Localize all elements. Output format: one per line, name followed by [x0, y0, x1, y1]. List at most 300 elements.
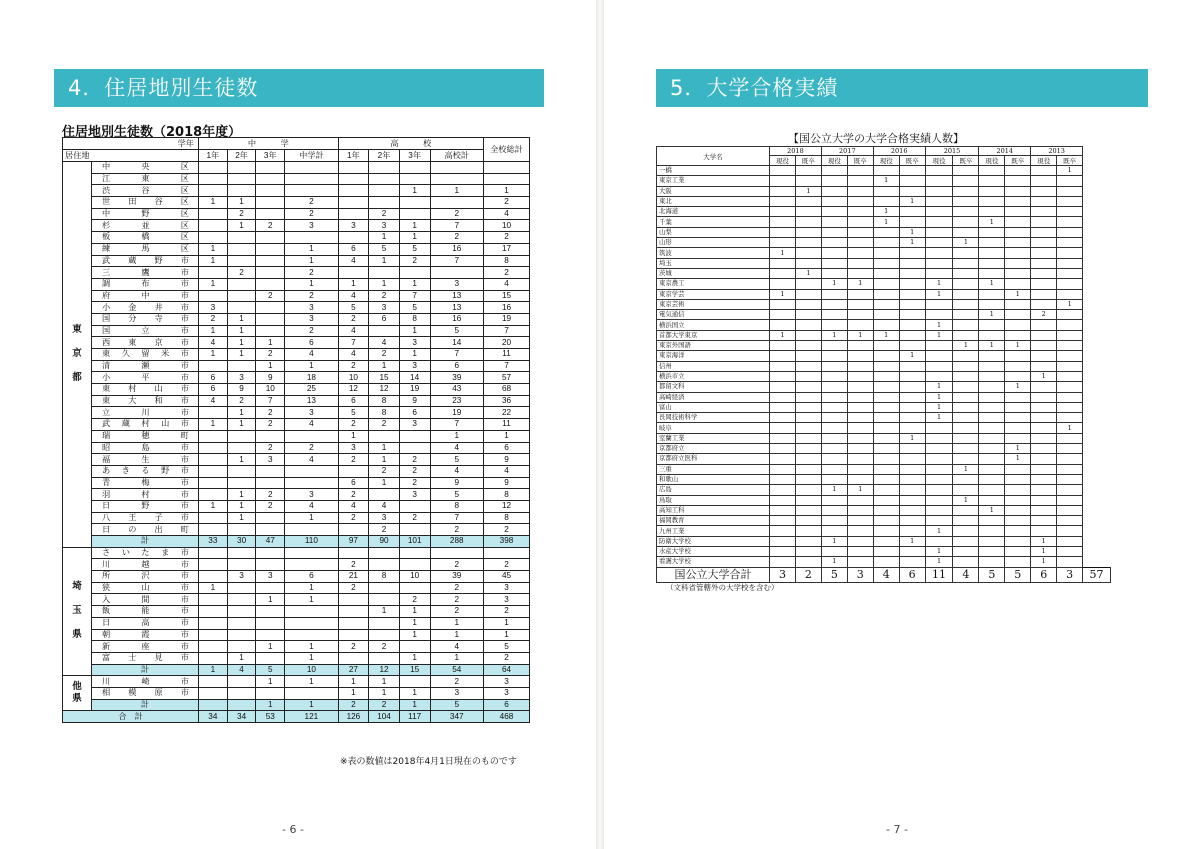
cell — [770, 474, 796, 484]
cell: 1 — [430, 430, 484, 442]
table-row — [657, 227, 1111, 237]
cell: 2 — [285, 267, 338, 279]
city-name: 中野区 — [92, 208, 199, 220]
table-row — [657, 474, 1111, 484]
cell — [925, 371, 953, 381]
cell: 9 — [399, 395, 430, 407]
cell — [227, 162, 256, 174]
cell — [1031, 330, 1057, 340]
cell — [795, 310, 821, 320]
city-name: 世田谷区 — [92, 197, 199, 209]
cell — [285, 173, 338, 185]
cell: 1 — [979, 505, 1005, 515]
cell: 2 — [399, 594, 430, 606]
cell: 2 — [256, 500, 285, 512]
cell — [847, 289, 873, 299]
cell — [1005, 351, 1031, 361]
cell — [847, 433, 873, 443]
cell: 1 — [285, 652, 338, 664]
cell: 1 — [899, 196, 925, 206]
cell — [873, 495, 899, 505]
cell: 39 — [430, 372, 484, 384]
cell: 1 — [199, 325, 228, 337]
table-row — [657, 330, 1111, 340]
cell — [925, 433, 953, 443]
cell — [821, 361, 847, 371]
cell — [285, 232, 338, 244]
cell: 1 — [430, 629, 484, 641]
cell — [399, 162, 430, 174]
cell: 13 — [430, 290, 484, 302]
subtotal-cell: 97 — [338, 536, 369, 548]
table-row — [63, 407, 530, 419]
cell — [979, 516, 1005, 526]
cell — [227, 594, 256, 606]
cell — [821, 474, 847, 484]
table-row — [657, 299, 1111, 309]
cell — [1057, 320, 1083, 330]
cell — [821, 402, 847, 412]
cell — [770, 413, 796, 423]
cell — [821, 217, 847, 227]
cell — [1005, 310, 1031, 320]
subtotal-cell: 2 — [338, 699, 369, 711]
table-row — [63, 419, 530, 431]
cell — [1057, 186, 1083, 196]
university-name: 防衛大学校 — [657, 536, 770, 546]
cell — [953, 330, 979, 340]
cell — [199, 407, 228, 419]
cell: 5 — [399, 302, 430, 314]
subtotal-row — [63, 536, 530, 548]
cell: 9 — [256, 372, 285, 384]
cell: 4 — [484, 465, 530, 477]
cell — [873, 371, 899, 381]
university-table-title: 【国公立大学の大学合格実績人数】 — [788, 132, 964, 145]
cell — [847, 444, 873, 454]
cell — [770, 485, 796, 495]
cell — [285, 617, 338, 629]
cell — [979, 454, 1005, 464]
cell — [795, 526, 821, 536]
cell — [979, 330, 1005, 340]
table-row — [63, 559, 530, 571]
cell — [1031, 227, 1057, 237]
cell: 3 — [227, 571, 256, 583]
cell — [199, 687, 228, 699]
cell: 3 — [285, 313, 338, 325]
cell: 1 — [369, 360, 400, 372]
cell — [1005, 485, 1031, 495]
cell — [1005, 526, 1031, 536]
cell — [199, 594, 228, 606]
cell: 2 — [369, 465, 400, 477]
university-name: 都留文科 — [657, 382, 770, 392]
cell: 1 — [256, 360, 285, 372]
cell — [1005, 464, 1031, 474]
cell: 13 — [285, 395, 338, 407]
cell — [227, 617, 256, 629]
cell: 1 — [925, 546, 953, 556]
cell — [953, 258, 979, 268]
cell — [1031, 289, 1057, 299]
grand-total-label: 合 計 — [63, 711, 199, 723]
cell: 2 — [338, 454, 369, 466]
cell: 4 — [430, 465, 484, 477]
cell — [1005, 320, 1031, 330]
cell — [1005, 371, 1031, 381]
cell — [795, 176, 821, 186]
cell — [1005, 227, 1031, 237]
cell: 1 — [369, 687, 400, 699]
cell — [847, 227, 873, 237]
university-name: 東京工業 — [657, 176, 770, 186]
subtotal-cell: 398 — [484, 536, 530, 548]
cell — [256, 512, 285, 524]
cell: 3 — [285, 407, 338, 419]
cell: 4 — [430, 442, 484, 454]
cell: 3 — [369, 220, 400, 232]
cell — [285, 606, 338, 618]
cell — [795, 495, 821, 505]
cell — [821, 382, 847, 392]
cell: 2 — [484, 197, 530, 209]
cell: 1 — [369, 477, 400, 489]
cell — [1005, 217, 1031, 227]
cell — [338, 197, 369, 209]
cell — [899, 310, 925, 320]
university-name: 京都府立 — [657, 444, 770, 454]
cell: 8 — [430, 500, 484, 512]
city-name: 瑞穂町 — [92, 430, 199, 442]
cell: 1 — [925, 526, 953, 536]
cell — [979, 166, 1005, 176]
cell — [430, 267, 484, 279]
cell: 5 — [338, 407, 369, 419]
cell: 1 — [925, 320, 953, 330]
cell — [953, 351, 979, 361]
prefecture-label: 他 県 — [63, 676, 92, 711]
cell — [1031, 485, 1057, 495]
cell: 2 — [285, 325, 338, 337]
cell: 14 — [430, 337, 484, 349]
cell — [847, 186, 873, 196]
right-page — [604, 0, 1200, 849]
table-row — [657, 413, 1111, 423]
city-name: 入間市 — [92, 594, 199, 606]
cell — [338, 232, 369, 244]
cell — [1005, 413, 1031, 423]
cell: 39 — [430, 571, 484, 583]
cell — [953, 413, 979, 423]
university-name: 長岡技術科学 — [657, 413, 770, 423]
cell — [821, 186, 847, 196]
cell: 3 — [399, 360, 430, 372]
cell — [795, 227, 821, 237]
table-row — [657, 248, 1111, 258]
cell: 1 — [1057, 299, 1083, 309]
cell — [795, 248, 821, 258]
table-row — [657, 258, 1111, 268]
cell: 1 — [484, 185, 530, 197]
cell: 2 — [484, 524, 530, 536]
cell — [847, 238, 873, 248]
cell — [847, 258, 873, 268]
cell — [847, 423, 873, 433]
cell — [199, 629, 228, 641]
header-col: 1年 — [338, 150, 369, 162]
city-name: 富士見市 — [92, 652, 199, 664]
university-name: 東京芸術 — [657, 299, 770, 309]
cell — [979, 464, 1005, 474]
header-chu: 中 学 — [199, 138, 339, 150]
cell — [873, 536, 899, 546]
table-row — [63, 337, 530, 349]
cell: 1 — [979, 279, 1005, 289]
cell — [979, 320, 1005, 330]
cell: 2 — [369, 641, 400, 653]
cell — [338, 629, 369, 641]
cell — [899, 546, 925, 556]
cell: 4 — [338, 325, 369, 337]
cell — [821, 413, 847, 423]
cell — [1031, 474, 1057, 484]
cell: 1 — [795, 186, 821, 196]
cell: 1 — [1005, 454, 1031, 464]
cell: 4 — [285, 500, 338, 512]
cell — [979, 485, 1005, 495]
cell: 8 — [369, 395, 400, 407]
cell — [1005, 176, 1031, 186]
cell: 1 — [430, 652, 484, 664]
cell — [899, 361, 925, 371]
cell — [899, 289, 925, 299]
cell — [199, 641, 228, 653]
cell: 1 — [899, 433, 925, 443]
cell — [979, 526, 1005, 536]
table-row — [63, 360, 530, 372]
cell — [953, 196, 979, 206]
cell — [770, 382, 796, 392]
cell: 2 — [227, 395, 256, 407]
cell — [1031, 207, 1057, 217]
cell — [1057, 217, 1083, 227]
cell: 1 — [199, 243, 228, 255]
grand-total-cell: 117 — [399, 711, 430, 723]
cell — [873, 289, 899, 299]
header-col: 2年 — [227, 150, 256, 162]
cell — [847, 320, 873, 330]
cell — [953, 433, 979, 443]
cell — [899, 341, 925, 351]
city-name: 川越市 — [92, 559, 199, 571]
cell: 1 — [285, 594, 338, 606]
table-row — [63, 454, 530, 466]
grand-total-cell: 34 — [199, 711, 228, 723]
cell — [821, 196, 847, 206]
cell — [847, 382, 873, 392]
cell — [1031, 279, 1057, 289]
cell: 7 — [430, 220, 484, 232]
cell: 2 — [285, 197, 338, 209]
cell — [873, 423, 899, 433]
cell: 2 — [430, 232, 484, 244]
cell — [369, 173, 400, 185]
cell: 1 — [1005, 289, 1031, 299]
cell: 1 — [199, 582, 228, 594]
cell — [338, 208, 369, 220]
university-name: 茨城 — [657, 268, 770, 278]
cell — [1057, 392, 1083, 402]
grand-total-cell: 53 — [256, 711, 285, 723]
cell — [873, 248, 899, 258]
cell: 6 — [338, 243, 369, 255]
cell: 1 — [1031, 557, 1057, 567]
table-row — [657, 371, 1111, 381]
university-name: 東京農工 — [657, 279, 770, 289]
cell — [1031, 444, 1057, 454]
cell — [369, 267, 400, 279]
cell — [821, 248, 847, 258]
total-cell: 6 — [899, 567, 925, 582]
table-row — [657, 485, 1111, 495]
cell — [256, 197, 285, 209]
sub-header: 既卒 — [899, 156, 925, 166]
cell — [953, 289, 979, 299]
cell — [899, 279, 925, 289]
cell: 15 — [484, 290, 530, 302]
cell: 1 — [369, 278, 400, 290]
cell: 5 — [369, 243, 400, 255]
cell: 1 — [399, 232, 430, 244]
cell — [1057, 474, 1083, 484]
cell: 3 — [399, 337, 430, 349]
cell: 3 — [484, 676, 530, 688]
total-cell: 5 — [821, 567, 847, 582]
cell — [899, 444, 925, 454]
table-row — [657, 454, 1111, 464]
cell — [1057, 495, 1083, 505]
cell — [1005, 557, 1031, 567]
cell — [770, 196, 796, 206]
table-row — [657, 505, 1111, 515]
cell — [873, 546, 899, 556]
cell — [1031, 196, 1057, 206]
sub-header: 現役 — [770, 156, 796, 166]
cell — [285, 629, 338, 641]
cell: 3 — [430, 687, 484, 699]
cell — [873, 279, 899, 289]
city-name: 江東区 — [92, 173, 199, 185]
cell — [847, 464, 873, 474]
cell — [199, 267, 228, 279]
cell — [925, 474, 953, 484]
cell — [256, 325, 285, 337]
cell — [873, 485, 899, 495]
header-col: 中学計 — [285, 150, 338, 162]
cell — [770, 341, 796, 351]
table-row — [63, 617, 530, 629]
cell — [847, 474, 873, 484]
cell: 1 — [399, 278, 430, 290]
cell — [399, 173, 430, 185]
subtotal-cell: 47 — [256, 536, 285, 548]
cell: 3 — [285, 220, 338, 232]
section-title-residence: 4．住居地別生徒数 — [54, 69, 544, 107]
cell: 1 — [979, 341, 1005, 351]
grand-total-cell: 104 — [369, 711, 400, 723]
cell — [338, 267, 369, 279]
cell — [979, 444, 1005, 454]
cell — [1005, 330, 1031, 340]
cell — [1057, 433, 1083, 443]
cell — [199, 442, 228, 454]
cell — [227, 676, 256, 688]
cell — [795, 444, 821, 454]
cell — [1031, 464, 1057, 474]
cell: 2 — [338, 559, 369, 571]
cell — [199, 232, 228, 244]
city-name: 三鷹市 — [92, 267, 199, 279]
cell — [873, 341, 899, 351]
cell — [770, 166, 796, 176]
cell — [369, 489, 400, 501]
cell — [199, 465, 228, 477]
table-row — [63, 325, 530, 337]
prefecture-label: 埼 玉 県 — [63, 547, 92, 676]
cell: 10 — [399, 571, 430, 583]
cell — [873, 351, 899, 361]
cell — [847, 557, 873, 567]
cell — [399, 197, 430, 209]
cell — [1057, 310, 1083, 320]
city-name: 府中市 — [92, 290, 199, 302]
cell — [795, 546, 821, 556]
cell — [199, 652, 228, 664]
cell — [1057, 516, 1083, 526]
cell — [256, 278, 285, 290]
cell: 1 — [227, 325, 256, 337]
cell: 2 — [399, 477, 430, 489]
cell — [1031, 217, 1057, 227]
subtotal-cell: 6 — [484, 699, 530, 711]
cell — [285, 430, 338, 442]
cell: 2 — [430, 582, 484, 594]
city-name: 所沢市 — [92, 571, 199, 583]
cell: 1 — [399, 687, 430, 699]
university-name: 一橋 — [657, 166, 770, 176]
total-cell: 5 — [1005, 567, 1031, 582]
cell — [795, 392, 821, 402]
cell — [979, 371, 1005, 381]
cell — [256, 267, 285, 279]
table-row — [63, 278, 530, 290]
cell: 1 — [227, 197, 256, 209]
sub-header: 現役 — [979, 156, 1005, 166]
cell: 1 — [953, 341, 979, 351]
year-header: 2015 — [925, 147, 979, 156]
cell: 1 — [925, 392, 953, 402]
cell — [199, 617, 228, 629]
cell — [795, 371, 821, 381]
cell — [953, 248, 979, 258]
header-col: 3年 — [256, 150, 285, 162]
cell — [1057, 536, 1083, 546]
cell — [1005, 505, 1031, 515]
table-row — [657, 166, 1111, 176]
cell — [899, 485, 925, 495]
cell: 1 — [227, 652, 256, 664]
